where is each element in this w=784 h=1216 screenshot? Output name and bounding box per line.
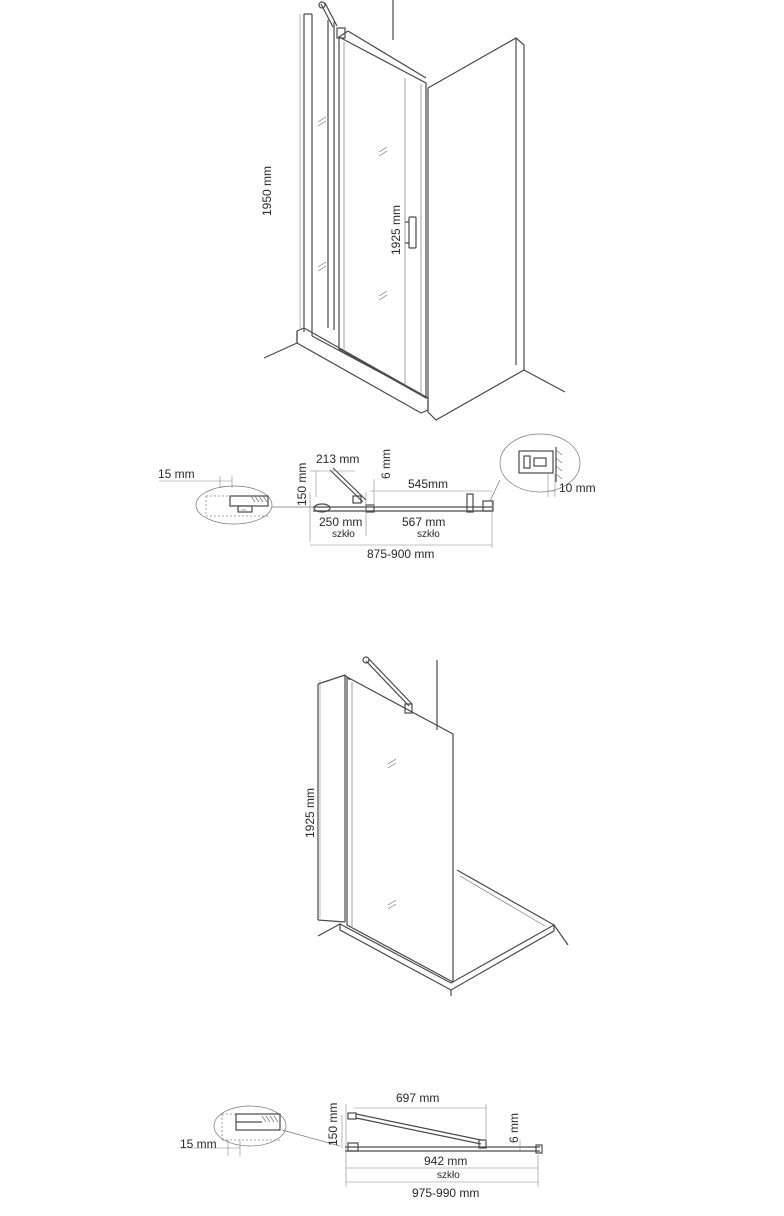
door-fixed-glass-label: 250 mm: [319, 515, 363, 529]
door-brace-length-label: 213 mm: [316, 452, 360, 466]
door-total-width-label: 875-900 mm: [367, 547, 435, 561]
door-side-offset-label: 15 mm: [158, 467, 195, 481]
door-span-label: 545mm: [408, 477, 449, 491]
door-iso-view: [264, 0, 565, 420]
door-wall-gap-label: 10 mm: [559, 481, 596, 495]
door-glass-label: 567 mm: [402, 515, 446, 529]
panel-profile-gap-label: 6 mm: [507, 1113, 521, 1143]
panel-iso-view: [318, 657, 568, 996]
door-plan-view: [159, 434, 580, 548]
door-glass-note: szkło: [417, 529, 440, 540]
panel-brace-length-label: 697 mm: [396, 1091, 440, 1105]
panel-plan-view: [180, 1104, 542, 1187]
door-profile-gap-label: 6 mm: [379, 449, 393, 479]
door-brace-height-label: 150 mm: [295, 462, 309, 506]
door-height-total-label: 1950 mm: [260, 165, 274, 216]
panel-side-offset-label: 15 mm: [180, 1137, 217, 1151]
door-fixed-glass-note: szkło: [332, 529, 355, 540]
panel-height-label: 1925 mm: [303, 787, 317, 838]
panel-glass-note: szkło: [437, 1170, 460, 1181]
panel-total-width-label: 975-990 mm: [412, 1186, 480, 1200]
door-height-glass-label: 1925 mm: [389, 204, 403, 255]
panel-brace-height-label: 150 mm: [326, 1102, 340, 1146]
panel-glass-width-label: 942 mm: [424, 1154, 468, 1168]
